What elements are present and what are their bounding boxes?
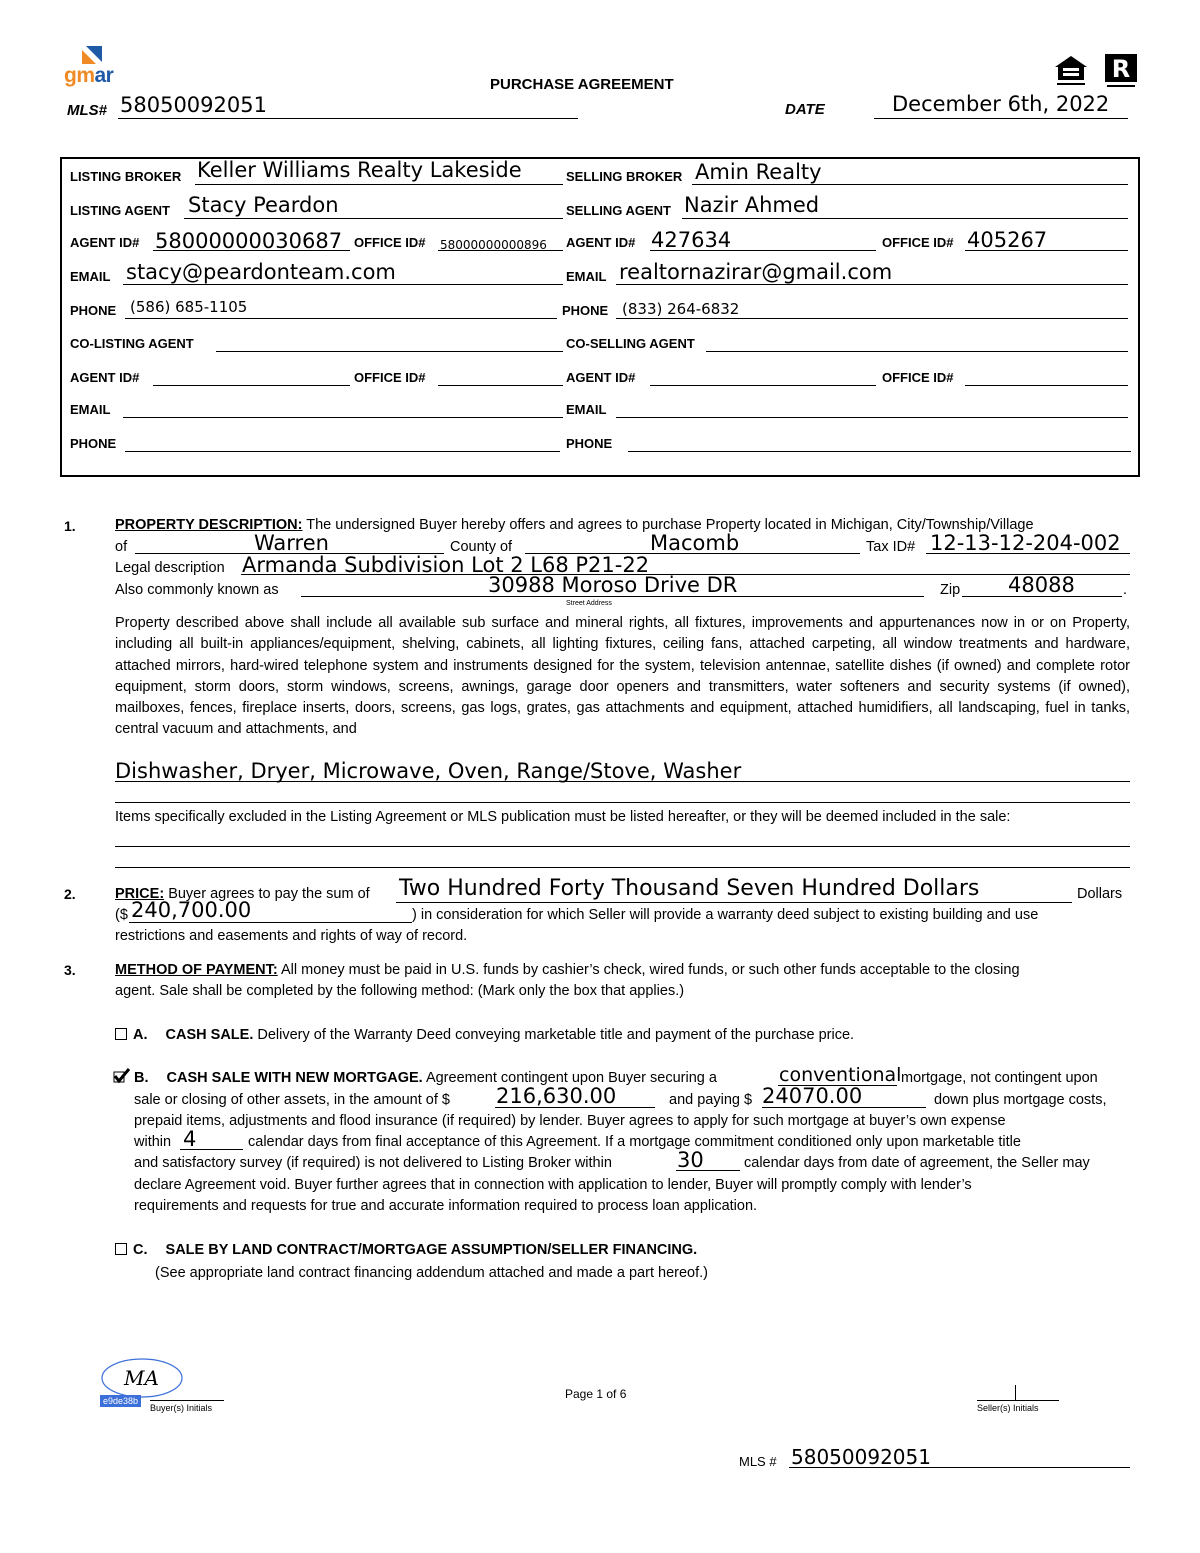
buyer-initials-value: MA xyxy=(124,1366,159,1390)
legal-value[interactable]: Armanda Subdivision Lot 2 L68 P21-22 xyxy=(242,553,650,577)
co-selling-office-id-label: OFFICE ID# xyxy=(882,370,954,385)
selling-office-id-label: OFFICE ID# xyxy=(882,235,954,250)
option-c-checkbox[interactable] xyxy=(115,1243,127,1255)
listing-phone-label: PHONE xyxy=(70,303,117,318)
option-c-text: (See appropriate land contract financing addendum attached and made a part hereof.) xyxy=(155,1265,708,1281)
listing-agent-label: LISTING AGENT xyxy=(70,203,170,218)
address-value[interactable]: 30988 Moroso Drive DR xyxy=(488,573,738,597)
equal-housing-icon xyxy=(1053,54,1089,88)
date-label: DATE xyxy=(785,101,825,118)
section2-number: 2. xyxy=(64,886,76,902)
co-listing-email-field[interactable] xyxy=(123,417,563,418)
footer-mls-label: MLS # xyxy=(739,1454,777,1469)
selling-phone-label: PHONE xyxy=(562,303,609,318)
page-number: Page 1 of 6 xyxy=(565,1387,627,1401)
option-b-text-3: sale or closing of other assets, in the amount of $ xyxy=(134,1092,450,1108)
option-b-text-10: calendar days from date of agreement, the Seller may xyxy=(744,1155,1090,1171)
co-listing-email-label: EMAIL xyxy=(70,402,111,417)
footer-mls-value[interactable]: 58050092051 xyxy=(791,1445,931,1469)
price-text-a: Buyer agrees to pay the sum of xyxy=(168,886,370,902)
selling-agent-label: SELLING AGENT xyxy=(566,203,671,218)
date-value: December 6th, 2022 xyxy=(892,92,1110,116)
price-heading: PRICE: xyxy=(115,886,165,902)
option-b-letter: B. xyxy=(134,1070,149,1086)
payment-text-b: agent. Sale shall be completed by the following method: (Mark only the box that applies.) xyxy=(115,983,685,999)
listing-phone-value[interactable]: (586) 685-1105 xyxy=(130,298,248,316)
dollars-label: Dollars xyxy=(1077,886,1123,902)
option-b-text-4: and paying $ xyxy=(669,1092,753,1108)
co-selling-phone-field[interactable] xyxy=(628,451,1131,452)
gmar-logo: gmar xyxy=(64,44,124,94)
apply-days-value[interactable]: 4 xyxy=(183,1127,197,1151)
option-b-text-9: and satisfactory survey (if required) is not delivered to Listing Broker within xyxy=(134,1155,612,1171)
section1-intro: The undersigned Buyer hereby offers and agrees to purchase Property located in Michigan, City/Township/Village xyxy=(306,517,1034,533)
co-selling-office-id-field[interactable] xyxy=(965,385,1128,386)
seller-initials-field[interactable] xyxy=(977,1400,1059,1401)
date-field[interactable] xyxy=(874,94,1128,119)
option-c-row xyxy=(115,1240,697,1261)
co-selling-email-label: EMAIL xyxy=(566,402,607,417)
payment-text-a: All money must be paid in U.S. funds by cashier’s check, wired funds, or such other funds acceptable to the closing xyxy=(280,962,1020,978)
mls-field[interactable] xyxy=(118,94,578,119)
city-value[interactable]: Warren xyxy=(254,531,329,555)
selling-agent-value[interactable]: Nazir Ahmed xyxy=(684,193,820,217)
listing-email-value[interactable]: stacy@peardonteam.com xyxy=(126,260,396,284)
mortgage-amount-value[interactable]: 216,630.00 xyxy=(496,1084,617,1108)
included-items-line-2[interactable] xyxy=(115,802,1130,803)
option-a-letter: A. xyxy=(133,1027,148,1043)
selling-broker-label: SELLING BROKER xyxy=(566,169,683,184)
taxid-value[interactable]: 12-13-12-204-002 xyxy=(930,531,1121,555)
selling-phone-value[interactable]: (833) 264-6832 xyxy=(622,300,740,318)
option-b-text-7: within xyxy=(134,1134,172,1150)
of-label: of xyxy=(115,539,128,555)
zip-period: . xyxy=(1123,582,1128,598)
included-items-value[interactable]: Dishwasher, Dryer, Microwave, Oven, Range/Stove, Washer xyxy=(115,759,742,783)
option-b-text-6: prepaid items, adjustments and flood insurance (if required) by lender. Buyer agrees to apply for such mortgage at buyer’s own expense xyxy=(134,1113,1006,1129)
co-selling-phone-label: PHONE xyxy=(566,436,613,451)
co-listing-phone-field[interactable] xyxy=(125,451,560,452)
co-selling-agent-field[interactable] xyxy=(706,351,1128,352)
co-selling-email-field[interactable] xyxy=(616,417,1128,418)
option-b-text-2: mortgage, not contingent upon xyxy=(901,1070,1098,1086)
co-listing-agent-field[interactable] xyxy=(216,351,563,352)
excluded-line-2[interactable] xyxy=(115,867,1130,868)
listing-broker-value[interactable]: Keller Williams Realty Lakeside xyxy=(197,158,522,182)
listing-agent-id-value[interactable]: 58000000030687 xyxy=(155,229,343,253)
taxid-label: Tax ID# xyxy=(866,539,916,555)
listing-office-id-value[interactable]: 58000000000896 xyxy=(440,238,547,252)
svg-text:R: R xyxy=(1111,55,1131,83)
payment-heading: METHOD OF PAYMENT: xyxy=(115,962,278,978)
option-b-text-11: declare Agreement void. Buyer further agrees that in connection with application to lender, Buyer will promptly comply with lender’s xyxy=(134,1177,972,1193)
listing-email-label: EMAIL xyxy=(70,269,111,284)
document-title: PURCHASE AGREEMENT xyxy=(490,76,674,93)
down-amount-value[interactable]: 24070.00 xyxy=(762,1084,863,1108)
option-a-checkbox[interactable] xyxy=(115,1028,127,1040)
section1-number: 1. xyxy=(64,518,76,534)
selling-email-value[interactable]: realtornazirar@gmail.com xyxy=(619,260,893,284)
section3-number: 3. xyxy=(64,962,76,978)
option-b-row-1 xyxy=(134,1068,717,1089)
co-selling-agent-label: CO-SELLING AGENT xyxy=(566,336,695,351)
zip-label: Zip xyxy=(940,582,961,598)
price-text-b: ) in consideration for which Seller will provide a warranty deed subject to existing building and use xyxy=(412,907,1039,923)
option-c-letter: C. xyxy=(133,1242,148,1258)
option-a-heading: CASH SALE. xyxy=(165,1027,254,1043)
listing-agent-id-label: AGENT ID# xyxy=(70,235,140,250)
zip-value[interactable]: 48088 xyxy=(1008,573,1075,597)
excluded-line-1[interactable] xyxy=(115,846,1130,847)
paren-open: ($ xyxy=(115,907,128,923)
option-b-heading: CASH SALE WITH NEW MORTGAGE. xyxy=(166,1070,423,1086)
option-a-text: Delivery of the Warranty Deed conveying marketable title and payment of the purchase price. xyxy=(257,1027,855,1043)
listing-agent-value[interactable]: Stacy Peardon xyxy=(188,193,339,217)
legal-label: Legal description xyxy=(115,560,225,576)
listing-broker-label: LISTING BROKER xyxy=(70,169,182,184)
price-amount-value[interactable]: 240,700.00 xyxy=(131,898,252,922)
seller-initials-divider xyxy=(1015,1385,1016,1400)
co-listing-office-id-field[interactable] xyxy=(438,385,563,386)
payment-line-1 xyxy=(115,960,1020,981)
inclusions-paragraph: Property described above shall include all available sub surface and mineral rights, all fixtures, improvements and appurtenances now in or on Property, including all built-in appliances/equipment, shelving, cabinets, all lighting fixtures, ceiling fans, attached carpeting, all window treatments and hardware, attached mirrors, hard-wired telephone system and instruments designed for the system, television antennae, satellite dishes (if owned) and complete rotor equipment, storm doors, storm windows, screens, awnings, garage door openers and transmitters, water softeners and security systems (if owned), mailboxes, fences, fireplace inserts, doors, screens, gas logs, grates, gas attachments and equipment, attached humidifiers, all landscaping, fuel in tanks, central vacuum and attachments, and xyxy=(115,615,1130,738)
co-listing-office-id-label: OFFICE ID# xyxy=(354,370,426,385)
option-b-checkbox-checked[interactable] xyxy=(113,1068,131,1084)
co-listing-agent-id-label: AGENT ID# xyxy=(70,370,140,385)
option-c-heading: SALE BY LAND CONTRACT/MORTGAGE ASSUMPTION/SELLER FINANCING. xyxy=(165,1242,698,1258)
excluded-text: Items specifically excluded in the Listing Agreement or MLS publication must be listed hereafter, or they will be deemed included in the sale: xyxy=(115,809,1011,825)
mls-value: 58050092051 xyxy=(120,93,267,117)
co-listing-phone-label: PHONE xyxy=(70,436,117,451)
street-caption: Street Address xyxy=(566,600,612,607)
price-text-c: restrictions and easements and rights of way of record. xyxy=(115,928,468,944)
option-b-text-12: requirements and requests for true and accurate information required to process loan application. xyxy=(134,1198,758,1214)
option-b-text-8: calendar days from final acceptance of this Agreement. If a mortgage commitment conditioned only upon marketable title xyxy=(248,1134,1021,1150)
option-a-row xyxy=(115,1025,854,1046)
seller-initials-caption: Seller(s) Initials xyxy=(977,1403,1039,1413)
selling-email-label: EMAIL xyxy=(566,269,607,284)
realtor-icon xyxy=(1103,52,1139,90)
mls-label: MLS# xyxy=(67,102,108,119)
co-selling-agent-id-field[interactable] xyxy=(650,385,876,386)
selling-agent-id-label: AGENT ID# xyxy=(566,235,636,250)
buyer-initials-caption: Buyer(s) Initials xyxy=(150,1403,213,1413)
mortgage-type-value[interactable]: conventional xyxy=(779,1064,902,1086)
listing-office-id-label: OFFICE ID# xyxy=(354,235,426,250)
county-label: County of xyxy=(450,539,513,555)
option-b-text-5: down plus mortgage costs, xyxy=(934,1092,1107,1108)
selling-agent-id-value[interactable]: 427634 xyxy=(651,228,732,252)
price-words-value[interactable]: Two Hundred Forty Thousand Seven Hundred Dollars xyxy=(399,876,980,901)
commit-days-value[interactable]: 30 xyxy=(677,1148,704,1172)
co-selling-agent-id-label: AGENT ID# xyxy=(566,370,636,385)
section1-heading: PROPERTY DESCRIPTION: xyxy=(115,517,303,533)
co-listing-agent-id-field[interactable] xyxy=(153,385,350,386)
buyer-initials-code: e9de38b xyxy=(100,1395,141,1407)
county-value[interactable]: Macomb xyxy=(650,531,740,555)
co-listing-agent-label: CO-LISTING AGENT xyxy=(70,336,194,351)
selling-office-id-value[interactable]: 405267 xyxy=(967,228,1048,252)
aka-label: Also commonly known as xyxy=(115,582,279,598)
selling-broker-value[interactable]: Amin Realty xyxy=(695,160,822,184)
option-b-text-1: Agreement contingent upon Buyer securing a xyxy=(425,1070,717,1086)
